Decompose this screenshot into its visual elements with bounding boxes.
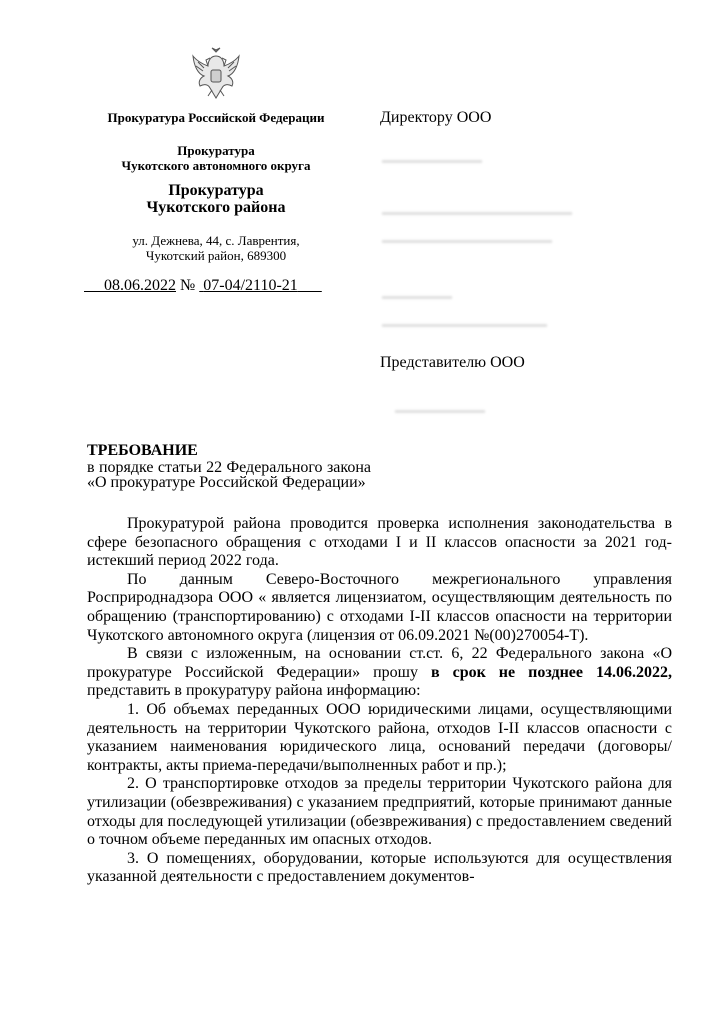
redacted-line (382, 212, 572, 215)
paragraph-1: Прокуратурой района проводится проверка исполнения законодательства в сфере безопасного обращения с отходами I и II классов опасности за 2021 год-истекший период 2022 года. (87, 515, 672, 570)
org-line-federal: Прокуратура Российской Федерации (107, 110, 325, 125)
deadline-text: в срок не позднее 14.06.2022, (430, 663, 672, 681)
reg-number-sign: № (180, 277, 196, 294)
address-line-1: ул. Дежнева, 44, с. Лаврентия, (132, 233, 300, 248)
reg-date: 08.06.2022 (104, 277, 176, 294)
org-regional-line-1: Прокуратура (177, 143, 255, 158)
document-title: ТРЕБОВАНИЕ (87, 442, 198, 459)
paragraph-3-lead: В связи с изложенным, на основании ст.ст. 6, 22 Федерального закона «О прокуратуре Российской Федерации» прошу (87, 645, 672, 681)
paragraph-2: По данным Северо-Восточного межрегионального управления Росприроднадзора ООО « является лицензиатом, осуществляющим деятельность по обращению (транспортированию) с отходами I-II классов опасности на территории Чукотского автономного округа (лицензия от 06.09.2021 №(00)270054-Т). (87, 570, 672, 644)
document-body (87, 515, 672, 887)
redacted-line (382, 296, 452, 299)
address-line-2: Чукотский район, 689300 (145, 248, 287, 263)
org-district-line-1: Прокуратура (168, 182, 264, 199)
org-line-district (82, 182, 350, 216)
reg-number-tail (298, 277, 322, 294)
reg-date-pad (84, 277, 104, 294)
redacted-line (382, 160, 482, 163)
paragraph-3 (87, 645, 672, 701)
paragraph-3-tail: представить в прокуратуру района информацию: (87, 682, 421, 700)
org-address (82, 233, 350, 263)
document-subtitle: в порядке статьи 22 Федерального закона «О прокуратуре Российской Федерации» (87, 459, 371, 491)
recipient-director: Директору ООО (380, 109, 492, 126)
paragraph-4: 1. Об объемах переданных ООО юридическими лицами, осуществляющими деятельность на территории Чукотского района, отходов I-II классов опасности с указанием наименования юридического лица, оснований передачи (договоры/контракты, акты приема-передачи/выполненных работ и пр.); (87, 700, 672, 774)
redacted-line (395, 410, 485, 413)
reg-number: 07-04/2110-21 (203, 277, 298, 294)
org-regional-line-2: Чукотского автономного округа (121, 158, 311, 173)
redacted-line (382, 240, 552, 243)
registration-line (84, 277, 354, 295)
paragraph-5: 2. О транспортировке отходов за пределы территории Чукотского района для утилизации (обезвреживания) с указанием предприятий, которые принимают данные отходы для последующей утилизации (обезвреживания) с предоставлением сведений о точном объеме переданных им опасных отходов. (87, 775, 672, 849)
org-district-line-2: Чукотского района (146, 199, 286, 216)
recipient-representative: Представителю ООО (380, 354, 525, 371)
coat-of-arms-icon (190, 46, 242, 102)
paragraph-6: 3. О помещениях, оборудовании, которые используются для осуществления указанной деятельности с предоставлением документов- (87, 849, 672, 886)
redacted-line (382, 324, 547, 327)
org-line-regional (82, 143, 350, 173)
